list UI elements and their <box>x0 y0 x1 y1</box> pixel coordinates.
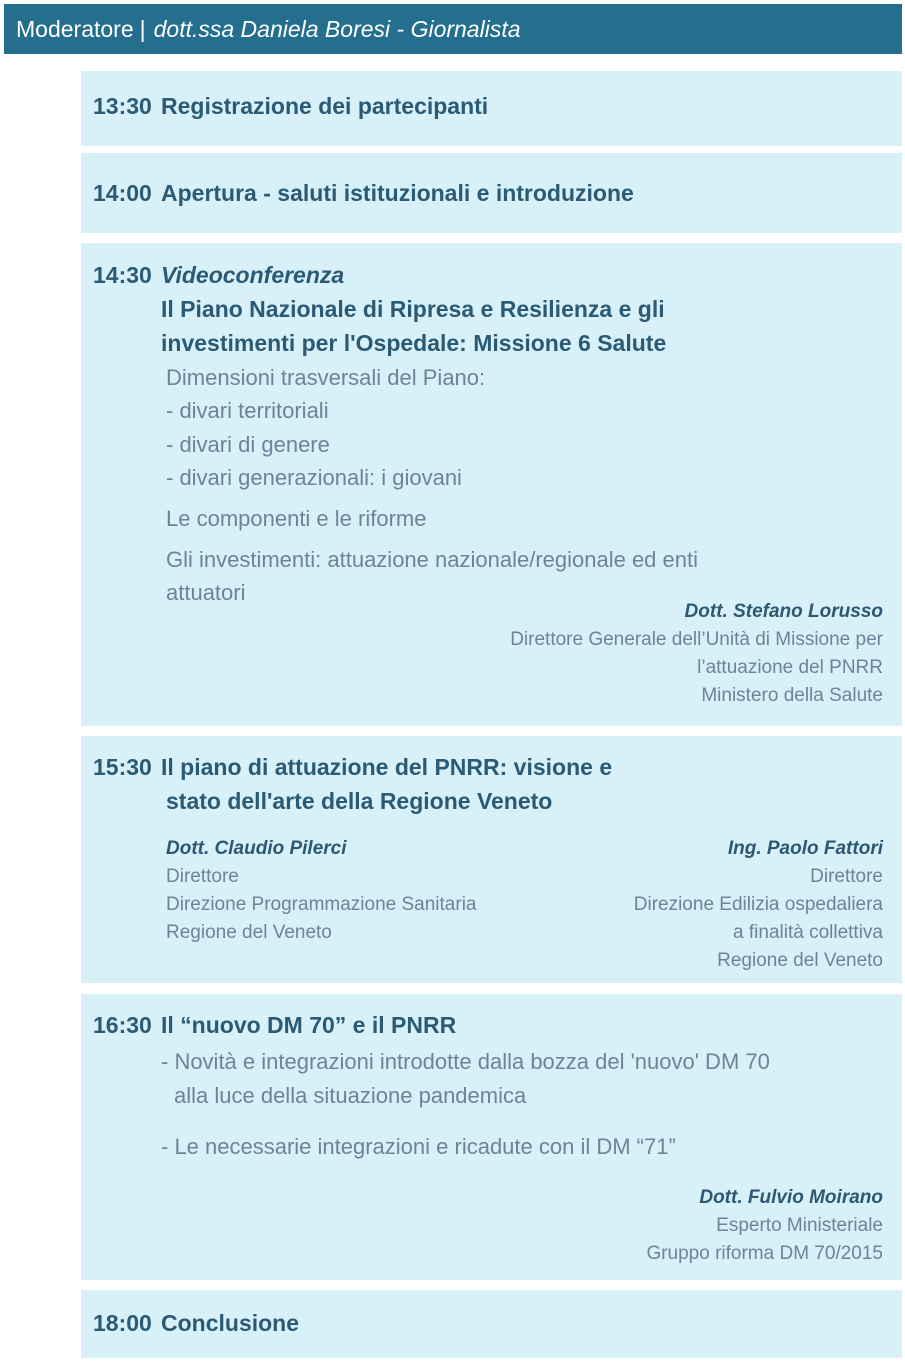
topic-item: Le componenti e le riforme <box>166 506 427 531</box>
agenda-title: Registrazione dei partecipanti <box>161 93 489 119</box>
topic-item: Dimensioni trasversali del Piano: <box>166 365 486 390</box>
agenda-time: 15:30 <box>93 754 152 780</box>
topic-item: - Novità e integrazioni introdotte dalla bozza del 'nuovo' DM 70 <box>161 1049 770 1074</box>
agenda-item-1530 <box>81 736 902 983</box>
agenda-time: 18:00 <box>93 1310 152 1336</box>
speaker-role: a finalità collettiva <box>733 922 883 943</box>
header-separator: | <box>139 16 146 42</box>
agenda-title: Conclusione <box>161 1310 300 1336</box>
topic-item: Gli investimenti: attuazione nazionale/regionale ed enti <box>166 547 698 572</box>
agenda-title-line: Il piano di attuazione del PNRR: visione e <box>161 754 613 780</box>
speaker-role: Esperto Ministeriale <box>716 1215 883 1236</box>
agenda-item-1330 <box>81 71 902 146</box>
speaker-role: Direzione Programmazione Sanitaria <box>166 894 477 915</box>
agenda-item-1430 <box>81 243 902 726</box>
agenda-title: Apertura - saluti istituzionali e introduzione <box>161 180 634 206</box>
speaker-role: Ministero della Salute <box>701 685 883 706</box>
speaker-name: Dott. Claudio Pilerci <box>166 838 347 859</box>
agenda-item-1400 <box>81 153 902 233</box>
agenda-subtitle: Videoconferenza <box>161 262 345 288</box>
speaker-role: Direzione Edilizia ospedaliera <box>633 894 883 915</box>
speaker-role: Regione del Veneto <box>717 950 883 971</box>
agenda-title: Il “nuovo DM 70” e il PNRR <box>161 1012 457 1038</box>
agenda-title-line: stato dell'arte della Regione Veneto <box>166 788 553 814</box>
agenda-title-line: investimenti per l'Ospedale: Missione 6 Salute <box>161 330 667 356</box>
agenda-title-line: Il Piano Nazionale di Ripresa e Resilienza e gli <box>161 296 665 322</box>
agenda-time: 16:30 <box>93 1012 152 1038</box>
speaker-name: Dott. Stefano Lorusso <box>684 601 883 622</box>
agenda-time: 14:30 <box>93 262 152 288</box>
topic-item: - divari di genere <box>166 432 330 457</box>
speaker-role: Direttore <box>810 866 883 887</box>
topic-item: - divari generazionali: i giovani <box>166 465 462 490</box>
topic-item: - divari territoriali <box>166 398 329 423</box>
speaker-role: Direttore <box>166 866 239 887</box>
moderator-banner <box>4 4 902 54</box>
speaker-role: Gruppo riforma DM 70/2015 <box>646 1243 883 1264</box>
speaker-role: Regione del Veneto <box>166 922 332 943</box>
speaker-role: Direttore Generale dell’Unità di Missione per <box>510 629 883 650</box>
topic-item: alla luce della situazione pandemica <box>174 1083 527 1108</box>
speaker-role: l’attuazione del PNRR <box>697 657 883 678</box>
speaker-name: Ing. Paolo Fattori <box>727 838 883 859</box>
agenda-item-1630 <box>81 994 902 1280</box>
topic-item: - Le necessarie integrazioni e ricadute con il DM “71” <box>161 1134 676 1159</box>
agenda-time: 13:30 <box>93 93 152 119</box>
moderator-name: dott.ssa Daniela Boresi - Giornalista <box>153 16 521 42</box>
agenda-time: 14:00 <box>93 180 152 206</box>
speaker-name: Dott. Fulvio Moirano <box>699 1187 883 1208</box>
agenda-item-1800 <box>81 1290 902 1358</box>
topic-item: attuatori <box>166 580 246 605</box>
moderator-label: Moderatore <box>16 16 134 42</box>
